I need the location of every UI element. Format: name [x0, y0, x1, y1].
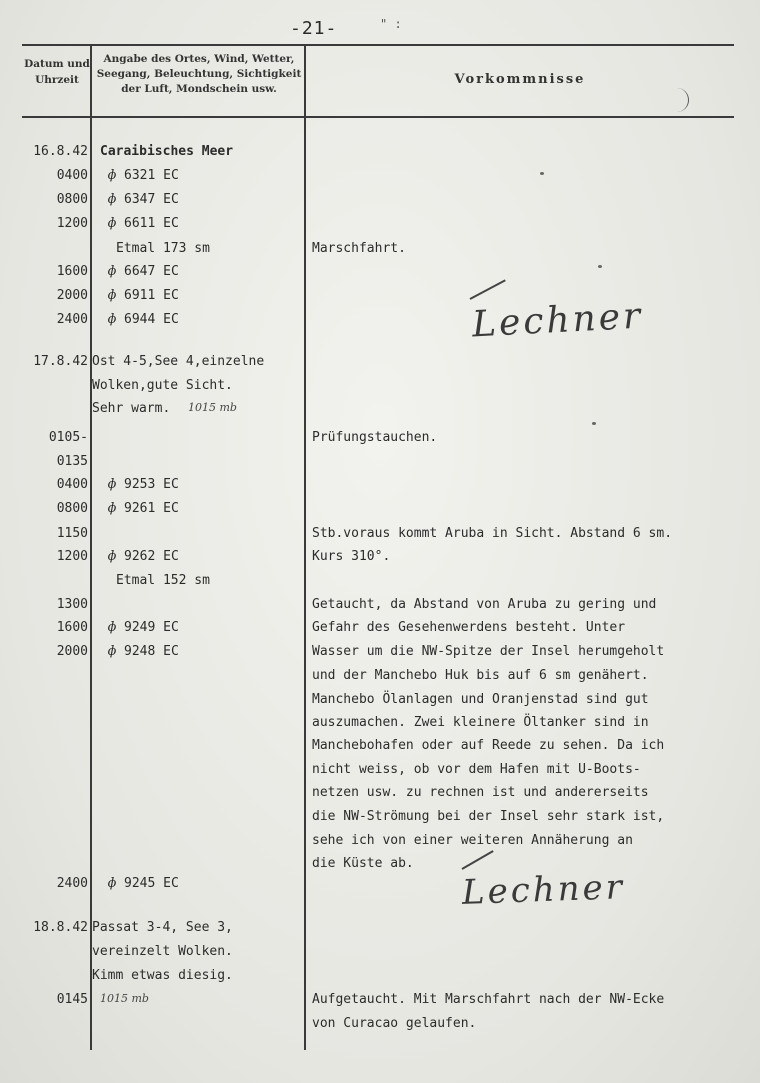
- column-divider-2: [304, 44, 306, 1050]
- header-bottom-rule: [22, 116, 734, 118]
- entry-event: von Curacao gelaufen.: [312, 1016, 477, 1031]
- handwritten-pressure-note: 1015 mb: [188, 401, 237, 414]
- entry-place-weather: Sehr warm.: [92, 401, 171, 416]
- entry-event: die NW-Strömung bei der Insel sehr stark ist,: [312, 809, 665, 824]
- entry-datetime: 0800: [56, 192, 88, 207]
- grid-square-symbol: ɸ: [107, 312, 117, 327]
- entry-datetime: 0400: [56, 168, 88, 183]
- entry-datetime: 1300: [56, 597, 88, 612]
- entry-grid-square: [106, 473, 179, 496]
- entry-event: Kurs 310°.: [312, 549, 391, 564]
- grid-square-symbol: ɸ: [107, 501, 117, 516]
- grid-square-value: 9248 EC: [124, 644, 179, 659]
- entry-datetime: 0135: [56, 454, 88, 469]
- header-pen-mark: [674, 88, 689, 112]
- entry-place-weather: Caraibisches Meer: [100, 144, 234, 159]
- entry-datetime: 0800: [56, 501, 88, 516]
- grid-square-symbol: ɸ: [107, 168, 117, 183]
- entry-place-weather: Wolken,gute Sicht.: [92, 378, 233, 393]
- ink-speck: [540, 172, 544, 175]
- entry-event: Manchebo Ölanlagen und Oranjenstad sind gut: [312, 692, 649, 707]
- entry-datetime: 1600: [56, 264, 88, 279]
- grid-square-symbol: ɸ: [107, 876, 117, 891]
- entry-datetime: 0400: [56, 477, 88, 492]
- entry-grid-square: [106, 260, 179, 283]
- entry-grid-square: [106, 872, 179, 895]
- entry-event: netzen usw. zu rechnen ist und andererseits: [312, 785, 649, 800]
- grid-square-value: 9253 EC: [124, 477, 179, 492]
- entry-place-weather: Etmal 173 sm: [116, 241, 210, 256]
- entry-datetime: 2400: [56, 876, 88, 891]
- entry-event: Aufgetaucht. Mit Marschfahrt nach der NW-Ecke: [312, 992, 665, 1007]
- entry-datetime: 2000: [56, 288, 88, 303]
- grid-square-symbol: ɸ: [107, 264, 117, 279]
- entry-event: Marschfahrt.: [312, 241, 406, 256]
- grid-square-symbol: ɸ: [107, 192, 117, 207]
- entry-event: Getaucht, da Abstand von Aruba zu gering und: [312, 597, 657, 612]
- grid-square-value: 9262 EC: [124, 549, 179, 564]
- grid-square-value: 6347 EC: [124, 192, 179, 207]
- entry-datetime: 0105-: [48, 430, 88, 445]
- entry-event: auszumachen. Zwei kleinere Öltanker sind in: [312, 715, 649, 730]
- entry-datetime: 0145: [56, 992, 88, 1007]
- entry-place-weather: Etmal 152 sm: [116, 573, 210, 588]
- entry-event: Stb.voraus kommt Aruba in Sicht. Abstand 6 sm.: [312, 526, 673, 541]
- grid-square-value: 9249 EC: [124, 620, 179, 635]
- entry-grid-square: [106, 308, 179, 331]
- grid-square-symbol: ɸ: [107, 620, 117, 635]
- entry-datetime: 1150: [56, 526, 88, 541]
- signature-2: Lechner: [461, 867, 626, 913]
- grid-square-symbol: ɸ: [107, 288, 117, 303]
- entry-event: nicht weiss, ob vor dem Hafen mit U-Boots-: [312, 762, 641, 777]
- signature-1: Lechner: [471, 295, 645, 346]
- entry-datetime: 2400: [56, 312, 88, 327]
- entry-grid-square: [106, 188, 179, 211]
- entry-grid-square: [106, 212, 179, 235]
- entry-datetime: 17.8.42: [33, 354, 88, 369]
- entry-grid-square: [106, 616, 179, 639]
- entry-datetime: 1200: [56, 549, 88, 564]
- entry-datetime: 18.8.42: [33, 920, 88, 935]
- grid-square-value: 9261 EC: [124, 501, 179, 516]
- entry-event: sehe ich von einer weiteren Annäherung an: [312, 833, 633, 848]
- entry-place-weather: Ost 4-5,See 4,einzelne: [92, 354, 265, 369]
- grid-square-symbol: ɸ: [107, 644, 117, 659]
- entry-grid-square: [106, 284, 179, 307]
- header-events: Vorkommnisse: [454, 72, 586, 87]
- entry-datetime: 2000: [56, 644, 88, 659]
- page-number: -21-: [290, 18, 338, 39]
- page-mark: " :: [380, 17, 402, 31]
- grid-square-value: 9245 EC: [124, 876, 179, 891]
- column-divider-1: [90, 44, 92, 1050]
- entry-event: Manchebohafen oder auf Reede zu sehen. Da ich: [312, 738, 665, 753]
- entry-place-weather: Kimm etwas diesig.: [92, 968, 233, 983]
- signature-1-flourish: [470, 279, 506, 300]
- signature-2-flourish: [462, 850, 494, 870]
- top-rule: [22, 44, 734, 46]
- entry-grid-square: [106, 164, 179, 187]
- entry-event: und der Manchebo Huk bis auf 6 sm genähert.: [312, 668, 649, 683]
- entry-place-weather: vereinzelt Wolken.: [92, 944, 233, 959]
- header-place-weather: Angabe des Ortes, Wind, Wetter, Seegang, Beleuchtung, Sichtigkeit der Luft, Mondschein usw.: [96, 53, 302, 95]
- grid-square-value: 6911 EC: [124, 288, 179, 303]
- entry-event: Wasser um die NW-Spitze der Insel herumgeholt: [312, 644, 665, 659]
- entry-datetime: 1600: [56, 620, 88, 635]
- ink-speck: [598, 265, 602, 268]
- grid-square-symbol: ɸ: [107, 216, 117, 231]
- entry-grid-square: [106, 545, 179, 568]
- entry-grid-square: [106, 640, 179, 663]
- entry-event: Gefahr des Gesehenwerdens besteht. Unter: [312, 620, 626, 635]
- grid-square-value: 6321 EC: [124, 168, 179, 183]
- grid-square-symbol: ɸ: [107, 549, 117, 564]
- grid-square-value: 6647 EC: [124, 264, 179, 279]
- entry-datetime: 16.8.42: [33, 144, 88, 159]
- handwritten-pressure-note: 1015 mb: [100, 992, 149, 1005]
- entry-event: die Küste ab.: [312, 856, 414, 871]
- grid-square-value: 6944 EC: [124, 312, 179, 327]
- ink-speck: [592, 422, 596, 425]
- entry-event: Prüfungstauchen.: [312, 430, 438, 445]
- grid-square-symbol: ɸ: [107, 477, 117, 492]
- grid-square-value: 6611 EC: [124, 216, 179, 231]
- entry-place-weather: Passat 3-4, See 3,: [92, 920, 233, 935]
- entry-grid-square: [106, 497, 179, 520]
- header-date-time: Datum und Uhrzeit: [24, 58, 90, 86]
- entry-datetime: 1200: [56, 216, 88, 231]
